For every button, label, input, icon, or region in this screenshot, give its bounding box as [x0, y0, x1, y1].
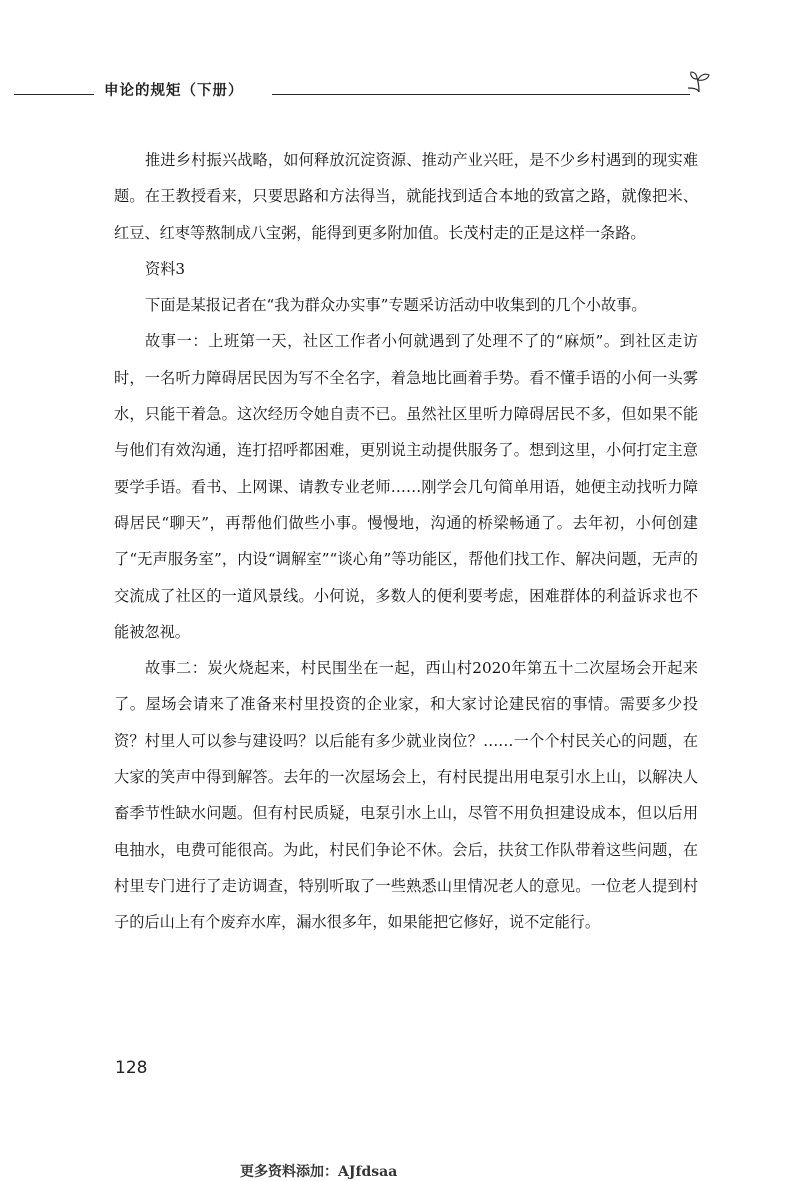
page-number: 128 — [115, 1058, 148, 1078]
sprout-icon — [686, 70, 712, 96]
header-rule-left — [14, 94, 94, 95]
section-heading-material-3: 资料3 — [145, 259, 186, 278]
paragraph-story-one: 故事一：上班第一天，社区工作者小何就遇到了处理不了的“麻烦”。到社区走访时，一名听力障碍居民因为写不全名字，着急地比画着手势。看不懂手语的小何一头雾水，只能干着急。这次经历令她自责不已。虽然社区里听力障碍居民不多，但如果不能与他们有效沟通，连打招呼都困难，更别说主动提供服务了。想到这里，小何打定主意要学手语。看书、上网课、请教专业老师……刚学会几句简单用语，她便主动找听力障碍居民“聊天”，再帮他们做些小事。慢慢地，沟通的桥梁畅通了。去年初，小何创建了“无声服务室”，内设“调解室”“谈心角”等功能区，帮他们找工作、解决问题，无声的交流成了社区的一道风景线。小何说，多数人的便利要考虑，困难群体的利益诉求也不能被忽视。 — [114, 332, 698, 641]
header-rule-right — [272, 94, 690, 95]
paragraph-intro: 推进乡村振兴战略，如何释放沉淀资源、推动产业兴旺，是不少乡村遇到的现实难题。在王教授看来，只要思路和方法得当，就能找到适合本地的致富之路，就像把米、红豆、红枣等熬制成八宝粥，能得到更多附加值。长茂村走的正是这样一条路。 — [114, 151, 698, 242]
book-title: 申论的规矩（下册） — [104, 83, 244, 99]
footer-watermark-text: 更多资料添加：AJfdsaa — [240, 1164, 398, 1180]
paragraph-story-two: 故事二：炭火烧起来，村民围坐在一起，西山村2020年第五十二次屋场会开起来了。屋场会请来了准备来村里投资的企业家，和大家讨论建民宿的事情。需要多少投资？村里人可以参与建设吗？以后能有多少就业岗位？……一个个村民关心的问题，在大家的笑声中得到解答。去年的一次屋场会上，有村民提出用电泵引水上山，以解决人畜季节性缺水问题。但有村民质疑，电泵引水上山，尽管不用负担建设成本，但以后用电抽水，电费可能很高。为此，村民们争论不休。会后，扶贫工作队带着这些问题，在村里专门进行了走访调查，特别听取了一些熟悉山里情况老人的意见。一位老人提到村子的后山上有个废弃水库，漏水很多年，如果能把它修好，说不定能行。 — [114, 659, 698, 932]
footer-watermark — [240, 1152, 470, 1180]
running-header — [0, 76, 800, 104]
article-body — [114, 142, 698, 941]
paragraph-lead: 下面是某报记者在“我为群众办实事”专题采访活动中收集到的几个小故事。 — [145, 296, 647, 315]
